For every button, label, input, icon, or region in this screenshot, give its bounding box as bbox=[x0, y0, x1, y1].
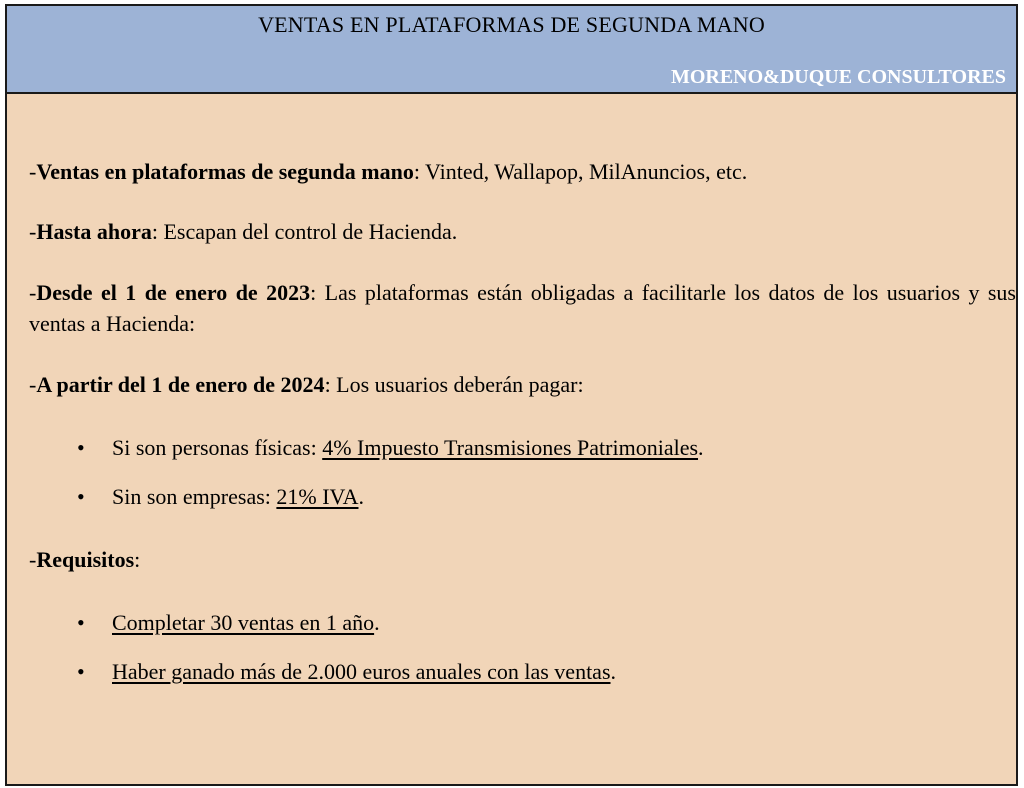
from-2023-label: Desde el 1 de enero de 2023 bbox=[36, 280, 311, 305]
bullet-end: . bbox=[358, 484, 364, 509]
list-item bbox=[29, 607, 1016, 638]
content-body bbox=[29, 156, 1016, 687]
platforms-paragraph bbox=[29, 156, 1016, 187]
from-2024-paragraph bbox=[29, 369, 1016, 400]
requirements-prefix: - bbox=[29, 547, 37, 572]
bullet-underlined: 21% IVA bbox=[276, 484, 359, 509]
bullet-text: Sin son empresas: bbox=[112, 484, 277, 509]
from-2023-paragraph bbox=[29, 277, 1016, 339]
bullet-underlined: 4% Impuesto Transmisiones Patrimoniales bbox=[322, 435, 699, 460]
from-2024-prefix: - bbox=[29, 372, 37, 397]
list-item bbox=[29, 432, 1016, 463]
platforms-label: Ventas en plataformas de segunda mano bbox=[36, 159, 414, 184]
bullet-underlined: Completar 30 ventas en 1 año bbox=[112, 610, 375, 635]
platforms-text: : Vinted, Wallapop, MilAnuncios, etc. bbox=[413, 159, 748, 184]
company-name: MORENO&DUQUE CONSULTORES bbox=[670, 66, 1006, 88]
list-item bbox=[29, 481, 1016, 512]
bullet-end: . bbox=[374, 610, 380, 635]
list-item bbox=[29, 656, 1016, 687]
bullet-text: Si son personas físicas: bbox=[112, 435, 323, 460]
page-title: VENTAS EN PLATAFORMAS DE SEGUNDA MANO bbox=[258, 12, 765, 37]
bullet-end: . bbox=[698, 435, 704, 460]
bullet-icon: • bbox=[77, 659, 85, 684]
from-2024-text: : Los usuarios deberán pagar: bbox=[324, 372, 584, 397]
requirements-label: Requisitos bbox=[36, 547, 135, 572]
payments-list bbox=[29, 432, 1016, 512]
from-2024-label: A partir del 1 de enero de 2024 bbox=[36, 372, 325, 397]
platforms-prefix: - bbox=[29, 159, 37, 184]
bullet-icon: • bbox=[77, 435, 85, 460]
until-now-prefix: - bbox=[29, 219, 37, 244]
from-2023-prefix: - bbox=[29, 280, 37, 305]
bullet-icon: • bbox=[77, 610, 85, 635]
requirements-text: : bbox=[134, 547, 141, 572]
until-now-paragraph bbox=[29, 216, 1016, 247]
bullet-underlined: Haber ganado más de 2.000 euros anuales con las ventas bbox=[112, 659, 611, 684]
until-now-label: Hasta ahora bbox=[36, 219, 152, 244]
until-now-text: : Escapan del control de Hacienda. bbox=[151, 219, 458, 244]
header-banner bbox=[7, 6, 1016, 94]
bullet-icon: • bbox=[77, 484, 85, 509]
requirements-list bbox=[29, 607, 1016, 687]
bullet-end: . bbox=[610, 659, 617, 684]
from-2023-text: : Las plataformas están obligadas a facilitarle los datos de los usuarios y sus ventas a Hacienda: bbox=[29, 280, 1016, 336]
requirements-paragraph bbox=[29, 544, 1016, 575]
